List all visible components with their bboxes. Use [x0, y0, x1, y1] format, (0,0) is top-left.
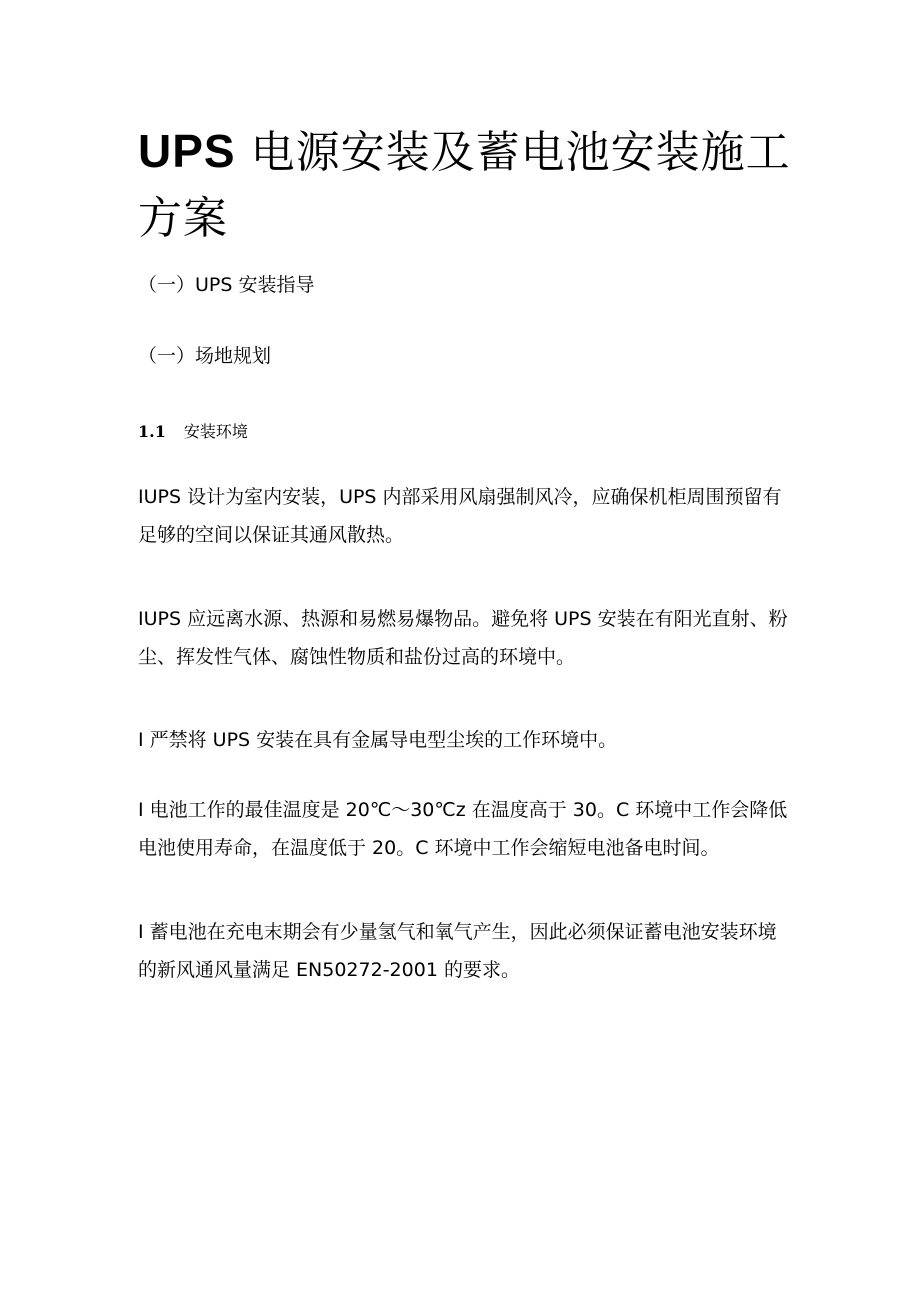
document-title-rest: 电源安装及蓄电池安装施工方案 — [138, 127, 791, 244]
section-heading-ups-install: （一）UPS 安装指导 — [138, 274, 315, 296]
subsection-heading — [138, 420, 248, 444]
paragraph-hazards: IUPS 应远离水源、热源和易燃易爆物品。避免将 UPS 安装在有阳光直射、粉尘、挥发性气体、腐蚀性物质和盐份过高的环境中。 — [138, 608, 788, 668]
paragraph-battery-temperature: I 电池工作的最佳温度是 20℃～30℃z 在温度高于 30。C 环境中工作会降低电池使用寿命，在温度低于 20。C 环境中工作会缩短电池备电时间。 — [138, 799, 788, 859]
section-heading-site-planning: （一）场地规划 — [138, 345, 272, 367]
paragraph-ventilation: IUPS 设计为室内安装，UPS 内部采用风扇强制风冷，应确保机柜周围预留有足够的空间以保证其通风散热。 — [138, 486, 782, 546]
paragraph-battery-gas: I 蓄电池在充电末期会有少量氢气和氧气产生，因此必须保证蓄电池安装环境的新风通风量满足 EN50272-2001 的要求。 — [138, 921, 777, 981]
subsection-label: 安装环境 — [183, 422, 248, 441]
document-title — [138, 118, 798, 252]
document-title-latin: UPS — [138, 125, 236, 177]
paragraph-metal-dust: I 严禁将 UPS 安装在具有金属导电型尘埃的工作环境中。 — [138, 729, 618, 751]
subsection-number: 1.1 — [138, 422, 166, 441]
